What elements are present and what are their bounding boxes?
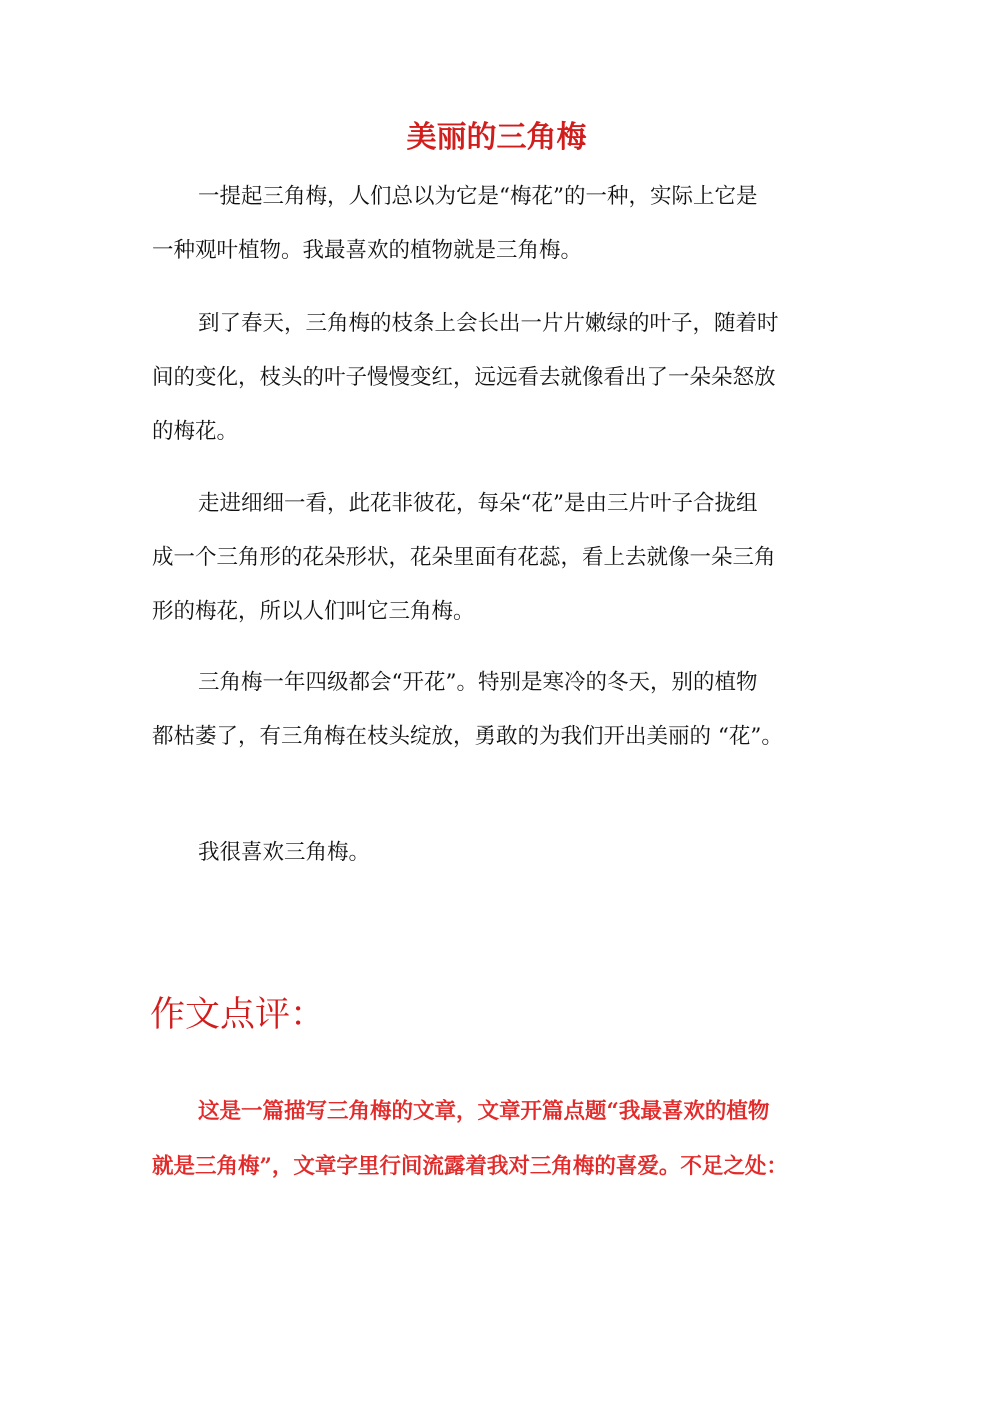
paragraph-5-line-1: 我很喜欢三角梅。 xyxy=(198,840,371,865)
paragraph-3-line-2: 成一个三角形的花朵形状，花朵里面有花蕊，看上去就像一朵三角 xyxy=(152,545,776,570)
paragraph-3-line-3: 形的梅花，所以人们叫它三角梅。 xyxy=(152,599,475,624)
paragraph-2-line-2: 间的变化，枝头的叶子慢慢变红，远远看去就像看出了一朵朵怒放 xyxy=(152,365,776,390)
paragraph-2-line-3: 的梅花。 xyxy=(152,419,239,444)
review-heading: 作文点评： xyxy=(150,995,326,1035)
paragraph-3-line-1: 走进细细一看，此花非彼花，每朵“花”是由三片叶子合拢组 xyxy=(198,491,758,516)
review-line-2: 就是三角梅”，文章字里行间流露着我对三角梅的喜爱。不足之处： xyxy=(152,1154,788,1179)
paragraph-2-line-1: 到了春天，三角梅的枝条上会长出一片片嫩绿的叶子，随着时 xyxy=(198,311,779,336)
paragraph-1-line-2: 一种观叶植物。我最喜欢的植物就是三角梅。 xyxy=(152,238,583,263)
paragraph-4-line-1: 三角梅一年四级都会“开花”。特别是寒冷的冬天，别的植物 xyxy=(198,670,758,695)
review-line-1: 这是一篇描写三角梅的文章，文章开篇点题“我最喜欢的植物 xyxy=(198,1099,770,1124)
essay-title: 美丽的三角梅 xyxy=(406,120,587,155)
paragraph-4-line-2: 都枯萎了，有三角梅在枝头绽放，勇敢的为我们开出美丽的 “花”。 xyxy=(152,724,783,749)
paragraph-1-line-1: 一提起三角梅，人们总以为它是“梅花”的一种，实际上它是 xyxy=(198,184,758,209)
